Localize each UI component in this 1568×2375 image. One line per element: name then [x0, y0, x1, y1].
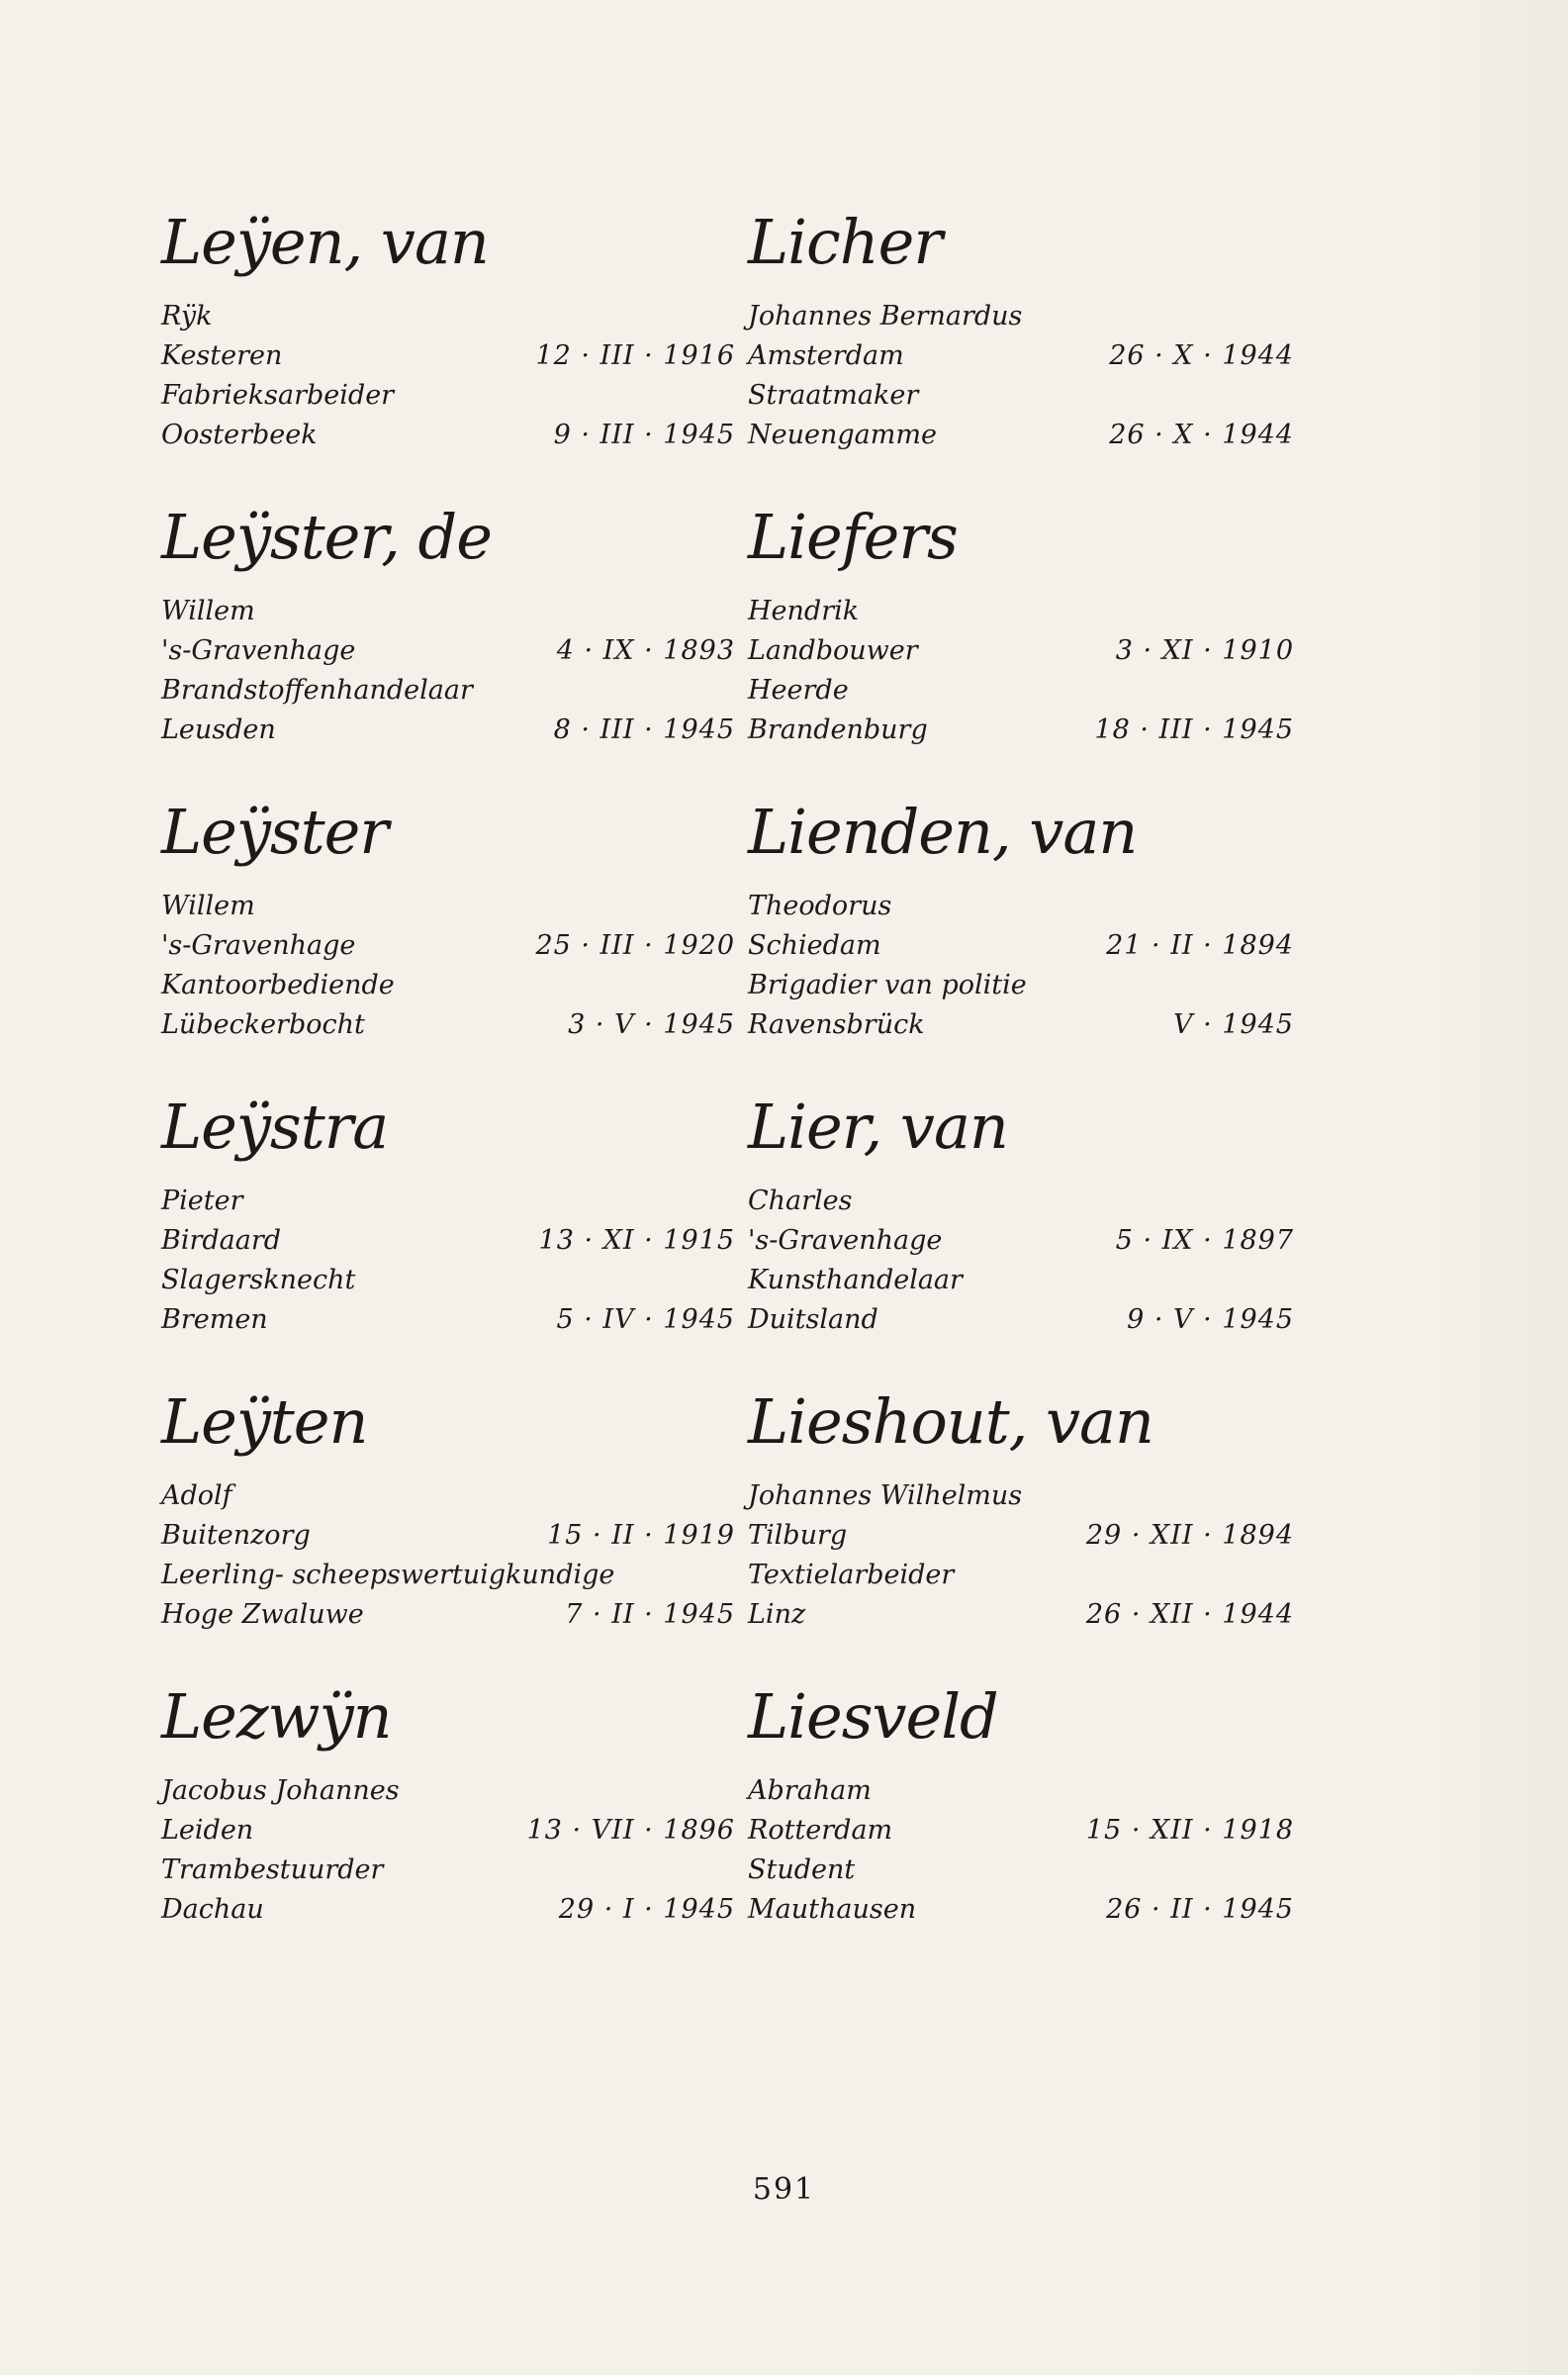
row: [161, 416, 735, 455]
birthdate: 12 · III · 1916: [535, 340, 735, 371]
birthdate: 13 · VII · 1896: [526, 1815, 735, 1846]
row: [161, 1516, 735, 1556]
row: [748, 966, 1294, 1005]
row: [748, 926, 1294, 966]
row: [748, 1476, 1294, 1516]
deathdate: 29 · I · 1945: [558, 1894, 735, 1925]
right-column: [748, 198, 1294, 1967]
deathplace: Duitsland: [748, 1304, 878, 1335]
deathplace: Bremen: [161, 1304, 268, 1335]
birthplace: Landbouwer: [748, 635, 918, 666]
surname: Leÿten: [161, 1385, 368, 1458]
row: [161, 1890, 735, 1930]
entry: [161, 1083, 735, 1378]
row: [748, 671, 1294, 711]
occupation: Slagersknecht: [161, 1265, 356, 1295]
birthdate: 3 · XI · 1910: [1115, 635, 1294, 666]
birthplace: 's-Gravenhage: [748, 1225, 943, 1256]
deathdate: 26 · X · 1944: [1109, 420, 1294, 450]
occupation: Kantoorbediende: [161, 970, 395, 1000]
row: [161, 887, 735, 926]
deathdate: 7 · II · 1945: [565, 1599, 735, 1630]
row: [161, 1811, 735, 1851]
row: [161, 1300, 735, 1340]
birthdate: 21 · II · 1894: [1106, 930, 1294, 961]
row: [748, 1595, 1294, 1635]
entry: [748, 1672, 1294, 1967]
birthplace: Rotterdam: [748, 1815, 893, 1846]
row: [748, 297, 1294, 336]
row: [748, 416, 1294, 455]
row: [748, 1556, 1294, 1595]
page-shading: [1430, 0, 1568, 2375]
row: [161, 376, 735, 416]
first-names: Jacobus Johannes: [161, 1775, 400, 1806]
row: [161, 966, 735, 1005]
birthdate: 15 · II · 1919: [547, 1520, 735, 1551]
surname: Leÿster, de: [161, 501, 492, 573]
row: [748, 1811, 1294, 1851]
first-names: Charles: [748, 1186, 853, 1216]
row: [748, 376, 1294, 416]
surname: Liesveld: [748, 1680, 998, 1753]
deathdate: 9 · III · 1945: [553, 420, 735, 450]
birthdate: 25 · III · 1920: [535, 930, 735, 961]
deathplace: Neuengamme: [748, 420, 937, 450]
row: [748, 1771, 1294, 1811]
row: [161, 592, 735, 631]
birthdate: 26 · X · 1944: [1109, 340, 1294, 371]
row: [748, 1005, 1294, 1045]
occupation: Heerde: [748, 675, 849, 706]
row: [748, 631, 1294, 671]
first-names: Willem: [161, 891, 255, 921]
row: [748, 1221, 1294, 1261]
birthplace: Leiden: [161, 1815, 254, 1846]
entry: [748, 788, 1294, 1083]
birthplace: 's-Gravenhage: [161, 635, 356, 666]
row: [161, 1261, 735, 1300]
entry: [748, 493, 1294, 788]
row: [748, 1890, 1294, 1930]
entry: [748, 1378, 1294, 1672]
occupation: Kunsthandelaar: [748, 1265, 963, 1295]
first-names: Johannes Wilhelmus: [748, 1480, 1023, 1511]
surname: Lieshout, van: [748, 1385, 1153, 1458]
row: [748, 1182, 1294, 1221]
birthplace: Kesteren: [161, 340, 283, 371]
deathdate: V · 1945: [1173, 1009, 1294, 1040]
birthdate: 29 · XII · 1894: [1085, 1520, 1294, 1551]
row: [748, 887, 1294, 926]
deathplace: Oosterbeek: [161, 420, 318, 450]
birthdate: 15 · XII · 1918: [1085, 1815, 1294, 1846]
page-number: 591: [752, 2172, 816, 2207]
row: [748, 1516, 1294, 1556]
row: [161, 711, 735, 750]
row: [748, 336, 1294, 376]
deathdate: 9 · V · 1945: [1127, 1304, 1294, 1335]
left-column: [161, 198, 735, 1967]
surname: Leÿster: [161, 796, 388, 868]
deathplace: Lübeckerbocht: [161, 1009, 365, 1040]
entry: [161, 493, 735, 788]
entry: [748, 1083, 1294, 1378]
occupation: Leerling- scheepswertuigkundige: [161, 1560, 615, 1590]
row: [161, 1556, 735, 1595]
first-names: Rÿk: [161, 301, 213, 332]
deathdate: 18 · III · 1945: [1094, 714, 1294, 745]
first-names: Theodorus: [748, 891, 892, 921]
row: [161, 1851, 735, 1890]
first-names: Willem: [161, 596, 255, 626]
row: [748, 1300, 1294, 1340]
row: [748, 1851, 1294, 1890]
birthplace: Buitenzorg: [161, 1520, 311, 1551]
first-names: Johannes Bernardus: [748, 301, 1023, 332]
surname: Leÿen, van: [161, 206, 489, 278]
birthplace: Tilburg: [748, 1520, 848, 1551]
birthplace: Amsterdam: [748, 340, 904, 371]
surname: Lier, van: [748, 1091, 1008, 1163]
birthdate: 4 · IX · 1893: [556, 635, 735, 666]
surname: Licher: [748, 206, 942, 278]
deathdate: 5 · IV · 1945: [556, 1304, 735, 1335]
entry: [161, 1672, 735, 1967]
occupation: Brandstoffenhandelaar: [161, 675, 473, 706]
row: [161, 1182, 735, 1221]
birthplace: 's-Gravenhage: [161, 930, 356, 961]
deathplace: Linz: [748, 1599, 806, 1630]
deathplace: Hoge Zwaluwe: [161, 1599, 364, 1630]
deathdate: 26 · II · 1945: [1106, 1894, 1294, 1925]
row: [161, 631, 735, 671]
first-names: Pieter: [161, 1186, 243, 1216]
deathplace: Leusden: [161, 714, 276, 745]
surname: Leÿstra: [161, 1091, 389, 1163]
occupation: Brigadier van politie: [748, 970, 1027, 1000]
surname: Lienden, van: [748, 796, 1138, 868]
birthplace: Birdaard: [161, 1225, 282, 1256]
birthdate: 13 · XI · 1915: [538, 1225, 735, 1256]
occupation: Straatmaker: [748, 380, 919, 411]
row: [161, 671, 735, 711]
row: [161, 336, 735, 376]
occupation: Student: [748, 1854, 856, 1885]
row: [748, 711, 1294, 750]
first-names: Hendrik: [748, 596, 860, 626]
row: [161, 1771, 735, 1811]
occupation: Fabrieksarbeider: [161, 380, 395, 411]
entry: [748, 198, 1294, 493]
deathplace: Brandenburg: [748, 714, 928, 745]
occupation: Trambestuurder: [161, 1854, 384, 1885]
row: [161, 926, 735, 966]
row: [748, 592, 1294, 631]
birthdate: 5 · IX · 1897: [1115, 1225, 1294, 1256]
surname: Liefers: [748, 501, 958, 573]
first-names: Abraham: [748, 1775, 872, 1806]
entry: [161, 198, 735, 493]
entry: [161, 788, 735, 1083]
deathdate: 8 · III · 1945: [553, 714, 735, 745]
row: [161, 1221, 735, 1261]
deathdate: 26 · XII · 1944: [1085, 1599, 1294, 1630]
row: [748, 1261, 1294, 1300]
deathdate: 3 · V · 1945: [568, 1009, 735, 1040]
row: [161, 1476, 735, 1516]
entry: [161, 1378, 735, 1672]
surname: Lezwÿn: [161, 1680, 392, 1753]
row: [161, 1005, 735, 1045]
deathplace: Mauthausen: [748, 1894, 917, 1925]
occupation: Textielarbeider: [748, 1560, 955, 1590]
birthplace: Schiedam: [748, 930, 881, 961]
deathplace: Ravensbrück: [748, 1009, 925, 1040]
row: [161, 1595, 735, 1635]
first-names: Adolf: [161, 1480, 232, 1511]
deathplace: Dachau: [161, 1894, 264, 1925]
row: [161, 297, 735, 336]
